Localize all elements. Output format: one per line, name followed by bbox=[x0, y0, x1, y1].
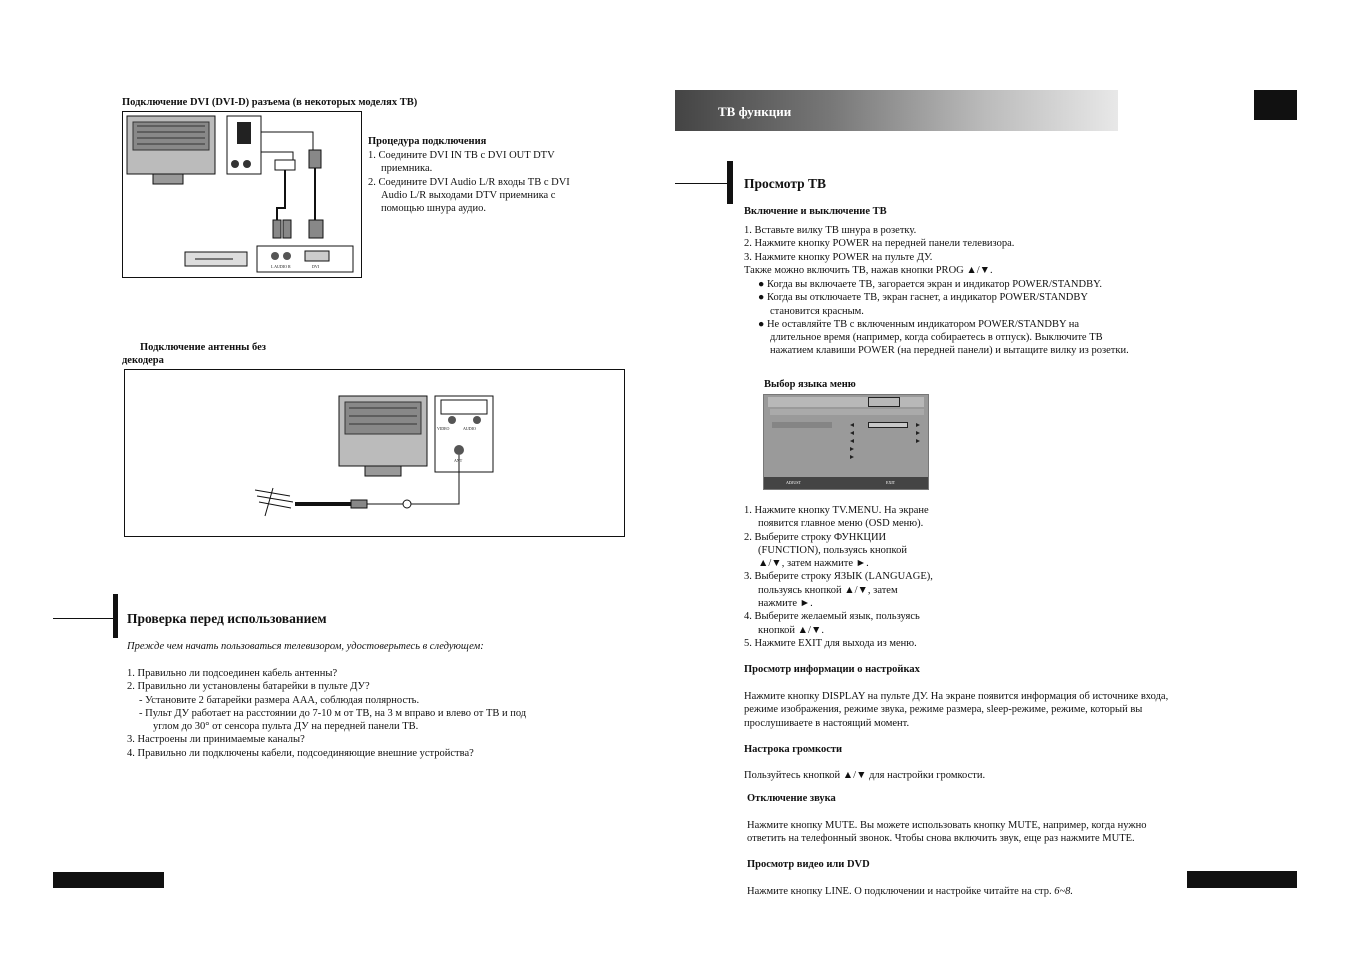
lang-step-line: 3. Выберите строку ЯЗЫК (LANGUAGE), bbox=[744, 571, 933, 583]
dvi-wiring-illustration bbox=[123, 112, 361, 277]
check-item: углом до 30° от сенсора пульта ДУ на передней панели ТВ. bbox=[153, 721, 419, 733]
lang-steps bbox=[744, 504, 933, 650]
osd-highlight-row bbox=[772, 422, 832, 428]
procedure-line: Audio L/R выходами DTV приемника с bbox=[381, 189, 556, 201]
lang-title: Выбор языка меню bbox=[764, 379, 856, 390]
dvd-text bbox=[747, 885, 1073, 898]
check-item: - Пульт ДУ работает на расстоянии до 7-10 м от ТВ, на 3 м вправо и влево от ТВ и под bbox=[139, 707, 527, 719]
lang-step-line: 5. Нажмите EXIT для выхода из меню. bbox=[744, 637, 917, 649]
section-header-banner bbox=[675, 90, 1118, 131]
info-text bbox=[744, 690, 1168, 730]
page-tab-marker bbox=[1254, 90, 1297, 120]
check-item: 2. Правильно ли установлены батарейки в пульте ДУ? bbox=[127, 681, 370, 693]
osd-exit-label: EXIT bbox=[886, 480, 896, 485]
onoff-line: 2. Нажмите кнопку POWER на передней панели телевизора. bbox=[744, 238, 1015, 250]
procedure-line: 1. Соедините DVI IN ТВ с DVI OUT DTV bbox=[368, 150, 555, 161]
procedure-steps bbox=[368, 149, 625, 215]
osd-adjust-label: ADJUST bbox=[786, 480, 801, 485]
section-rule bbox=[675, 183, 727, 184]
section-header-title: ТВ функции bbox=[718, 104, 792, 119]
info-title: Просмотр информации о настройках bbox=[744, 664, 920, 675]
osd-menu-screenshot bbox=[763, 394, 929, 490]
bullet-item: ● Когда вы включаете ТВ, загорается экран и индикатор POWER/STANDBY. bbox=[758, 279, 1102, 290]
dvi-connection-diagram bbox=[122, 111, 362, 278]
audio-port-label: AUDIO bbox=[463, 426, 476, 431]
dvd-title: Просмотр видео или DVD bbox=[747, 859, 870, 870]
check-intro: Прежде чем начать пользоваться телевизором, удостоверьтесь в следующем: bbox=[127, 641, 484, 652]
antenna-connection-diagram bbox=[124, 369, 625, 537]
procedure-line: помощью шнура аудио. bbox=[381, 203, 486, 215]
lang-step-line: кнопкой ▲/▼. bbox=[758, 624, 824, 636]
bullet-item-cont: длительное время (например, когда собираетесь в отпуск). Выключите ТВ bbox=[770, 332, 1103, 344]
bullet-item: ● Когда вы отключаете ТВ, экран гаснет, а индикатор POWER/STANDBY bbox=[758, 292, 1088, 304]
lang-step-line: (FUNCTION), пользуясь кнопкой bbox=[758, 544, 907, 556]
left-footer-bar bbox=[53, 872, 164, 888]
osd-arrows bbox=[850, 421, 922, 463]
dvi-port-label: DVI bbox=[312, 264, 320, 269]
procedure-line: 2. Соедините DVI Audio L/R входы ТВ с DVI bbox=[368, 176, 570, 188]
bullet-item-cont: нажатием клавиши POWER (на передней панели) и вытащите вилку из розетки. bbox=[770, 345, 1129, 357]
info-line: режиме изображения, режиме звука, режиме размера, sleep-режиме, режиме, который вы bbox=[744, 704, 1143, 716]
mute-title: Отключение звука bbox=[747, 793, 836, 804]
lang-step-line: ▲/▼, затем нажмите ►. bbox=[758, 558, 869, 570]
osd-selected-tab bbox=[868, 397, 900, 407]
power-notes bbox=[758, 278, 1129, 358]
lang-step-line: 2. Выберите строку ФУНКЦИИ bbox=[744, 531, 887, 543]
procedure-line: приемника. bbox=[381, 163, 433, 175]
lang-step-line: нажмите ►. bbox=[758, 598, 813, 610]
antenna-title-line1: Подключение антенны без bbox=[140, 342, 266, 353]
mute-line: Нажмите кнопку MUTE. Вы можете использовать кнопку MUTE, например, когда нужно bbox=[747, 820, 1147, 831]
check-item: 3. Настроены ли принимаемые каналы? bbox=[127, 734, 305, 746]
onoff-steps bbox=[744, 224, 1014, 277]
onoff-line: Также можно включить ТВ, нажав кнопки PROG ▲/▼. bbox=[744, 264, 993, 276]
antenna-wiring-illustration bbox=[125, 370, 624, 536]
section-marker bbox=[727, 161, 733, 204]
check-item: 1. Правильно ли подсоединен кабель антенны? bbox=[127, 668, 338, 679]
procedure-title: Процедура подключения bbox=[368, 136, 487, 147]
lang-step-line: появится главное меню (OSD меню). bbox=[758, 518, 924, 530]
osd-footer bbox=[764, 477, 928, 489]
info-line: Нажмите кнопку DISPLAY на пульте ДУ. На экране появится информация об источнике входа, bbox=[744, 691, 1169, 702]
ant-port-label: ANT bbox=[454, 458, 463, 463]
check-item: - Установите 2 батарейки размера AAA, соблюдая полярность. bbox=[139, 694, 420, 706]
lang-step-line: 1. Нажмите кнопку TV.MENU. На экране bbox=[744, 505, 929, 516]
dvi-connection-title: Подключение DVI (DVI-D) разъема (в некоторых моделях ТВ) bbox=[122, 97, 418, 108]
onoff-line: 1. Вставьте вилку ТВ шнура в розетку. bbox=[744, 225, 917, 236]
dvd-page-ref: 6~8. bbox=[1054, 886, 1074, 897]
volume-title: Настрока громкости bbox=[744, 744, 843, 755]
osd-tab-row bbox=[768, 397, 924, 407]
section-rule bbox=[53, 618, 113, 619]
check-list bbox=[127, 667, 526, 760]
onoff-line: 3. Нажмите кнопку POWER на пульте ДУ. bbox=[744, 251, 933, 263]
dvd-text-main: Нажмите кнопку LINE. О подключении и настройке читайте на стр. bbox=[747, 886, 1055, 897]
bullet-item: ● Не оставляйте ТВ с включенным индикатором POWER/STANDBY на bbox=[758, 318, 1080, 330]
check-title: Проверка перед использованием bbox=[127, 611, 327, 626]
antenna-title-line2: декодера bbox=[122, 355, 164, 366]
osd-title-row bbox=[770, 409, 924, 415]
video-port-label: VIDEO bbox=[437, 426, 450, 431]
lang-step-line: пользуясь кнопкой ▲/▼, затем bbox=[758, 584, 898, 596]
mute-line: ответить на телефонный звонок. Чтобы снова включить звук, еще раз нажмите MUTE. bbox=[747, 833, 1135, 845]
onoff-title: Включение и выключение ТВ bbox=[744, 206, 887, 217]
check-item: 4. Правильно ли подключены кабели, подсоединяющие внешние устройства? bbox=[127, 747, 474, 759]
info-line: прослушиваете в настоящий момент. bbox=[744, 717, 910, 729]
section-marker bbox=[113, 594, 118, 638]
volume-text: Пользуйтесь кнопкой ▲/▼ для настройки громкости. bbox=[744, 770, 986, 781]
mute-text bbox=[747, 819, 1147, 846]
view-tv-title: Просмотр ТВ bbox=[744, 176, 827, 191]
lang-step-line: 4. Выберите желаемый язык, пользуясь bbox=[744, 611, 920, 623]
bullet-item-cont: становится красным. bbox=[770, 305, 864, 317]
lr-in-label: L AUDIO R bbox=[271, 264, 291, 269]
right-footer-bar bbox=[1187, 871, 1297, 888]
